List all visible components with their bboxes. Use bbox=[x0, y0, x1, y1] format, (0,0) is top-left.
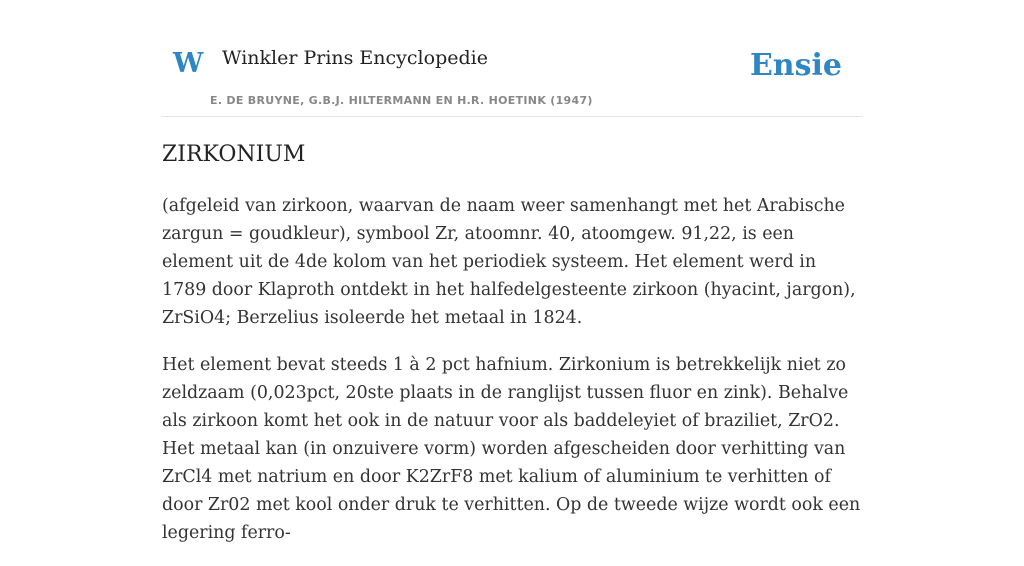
publication-authors: E. DE BRUYNE, G.B.J. HILTERMANN EN H.R. HOETINK (1947) bbox=[210, 94, 593, 107]
entry-paragraph: (afgeleid van zirkoon, waarvan de naam weer samenhangt met het Arabische zargun = goudkleur), symbool Zr, atoomnr. 40, atoomgew. 91,22, is een element uit de 4de kolom van het periodiek systeem. Het element werd in 1789 door Klaproth ontdekt in het halfedelgesteente zirkoon (hyacint, jargon), ZrSiO4; Berzelius isoleerde het metaal in 1824. bbox=[162, 196, 856, 328]
entry-title: ZIRKONIUM bbox=[162, 142, 306, 167]
publication-header bbox=[162, 0, 862, 117]
entry-paragraph: Het element bevat steeds 1 à 2 pct hafnium. Zirkonium is betrekkelijk niet zo zeldzaam (0,023pct, 20ste plaats in de ranglijst tussen fluor en zink). Behalve als zirkoon komt het ook in de natuur voor als baddeleyiet of braziliet, ZrO2. Het metaal kan (in onzuivere vorm) worden afgescheiden door verhitting van ZrCl4 met natrium en door K2ZrF8 met kalium of aluminium te verhitten of door Zr02 met kool onder druk te verhitten. Op de tweede wijze wordt ook een legering ferro- bbox=[162, 355, 861, 543]
ensie-logo-link[interactable]: Ensie bbox=[749, 48, 842, 83]
article-container bbox=[162, 0, 862, 543]
publication-title[interactable]: Winkler Prins Encyclopedie bbox=[222, 47, 488, 69]
entry-body bbox=[162, 192, 862, 566]
publication-logo[interactable]: W bbox=[173, 48, 204, 79]
